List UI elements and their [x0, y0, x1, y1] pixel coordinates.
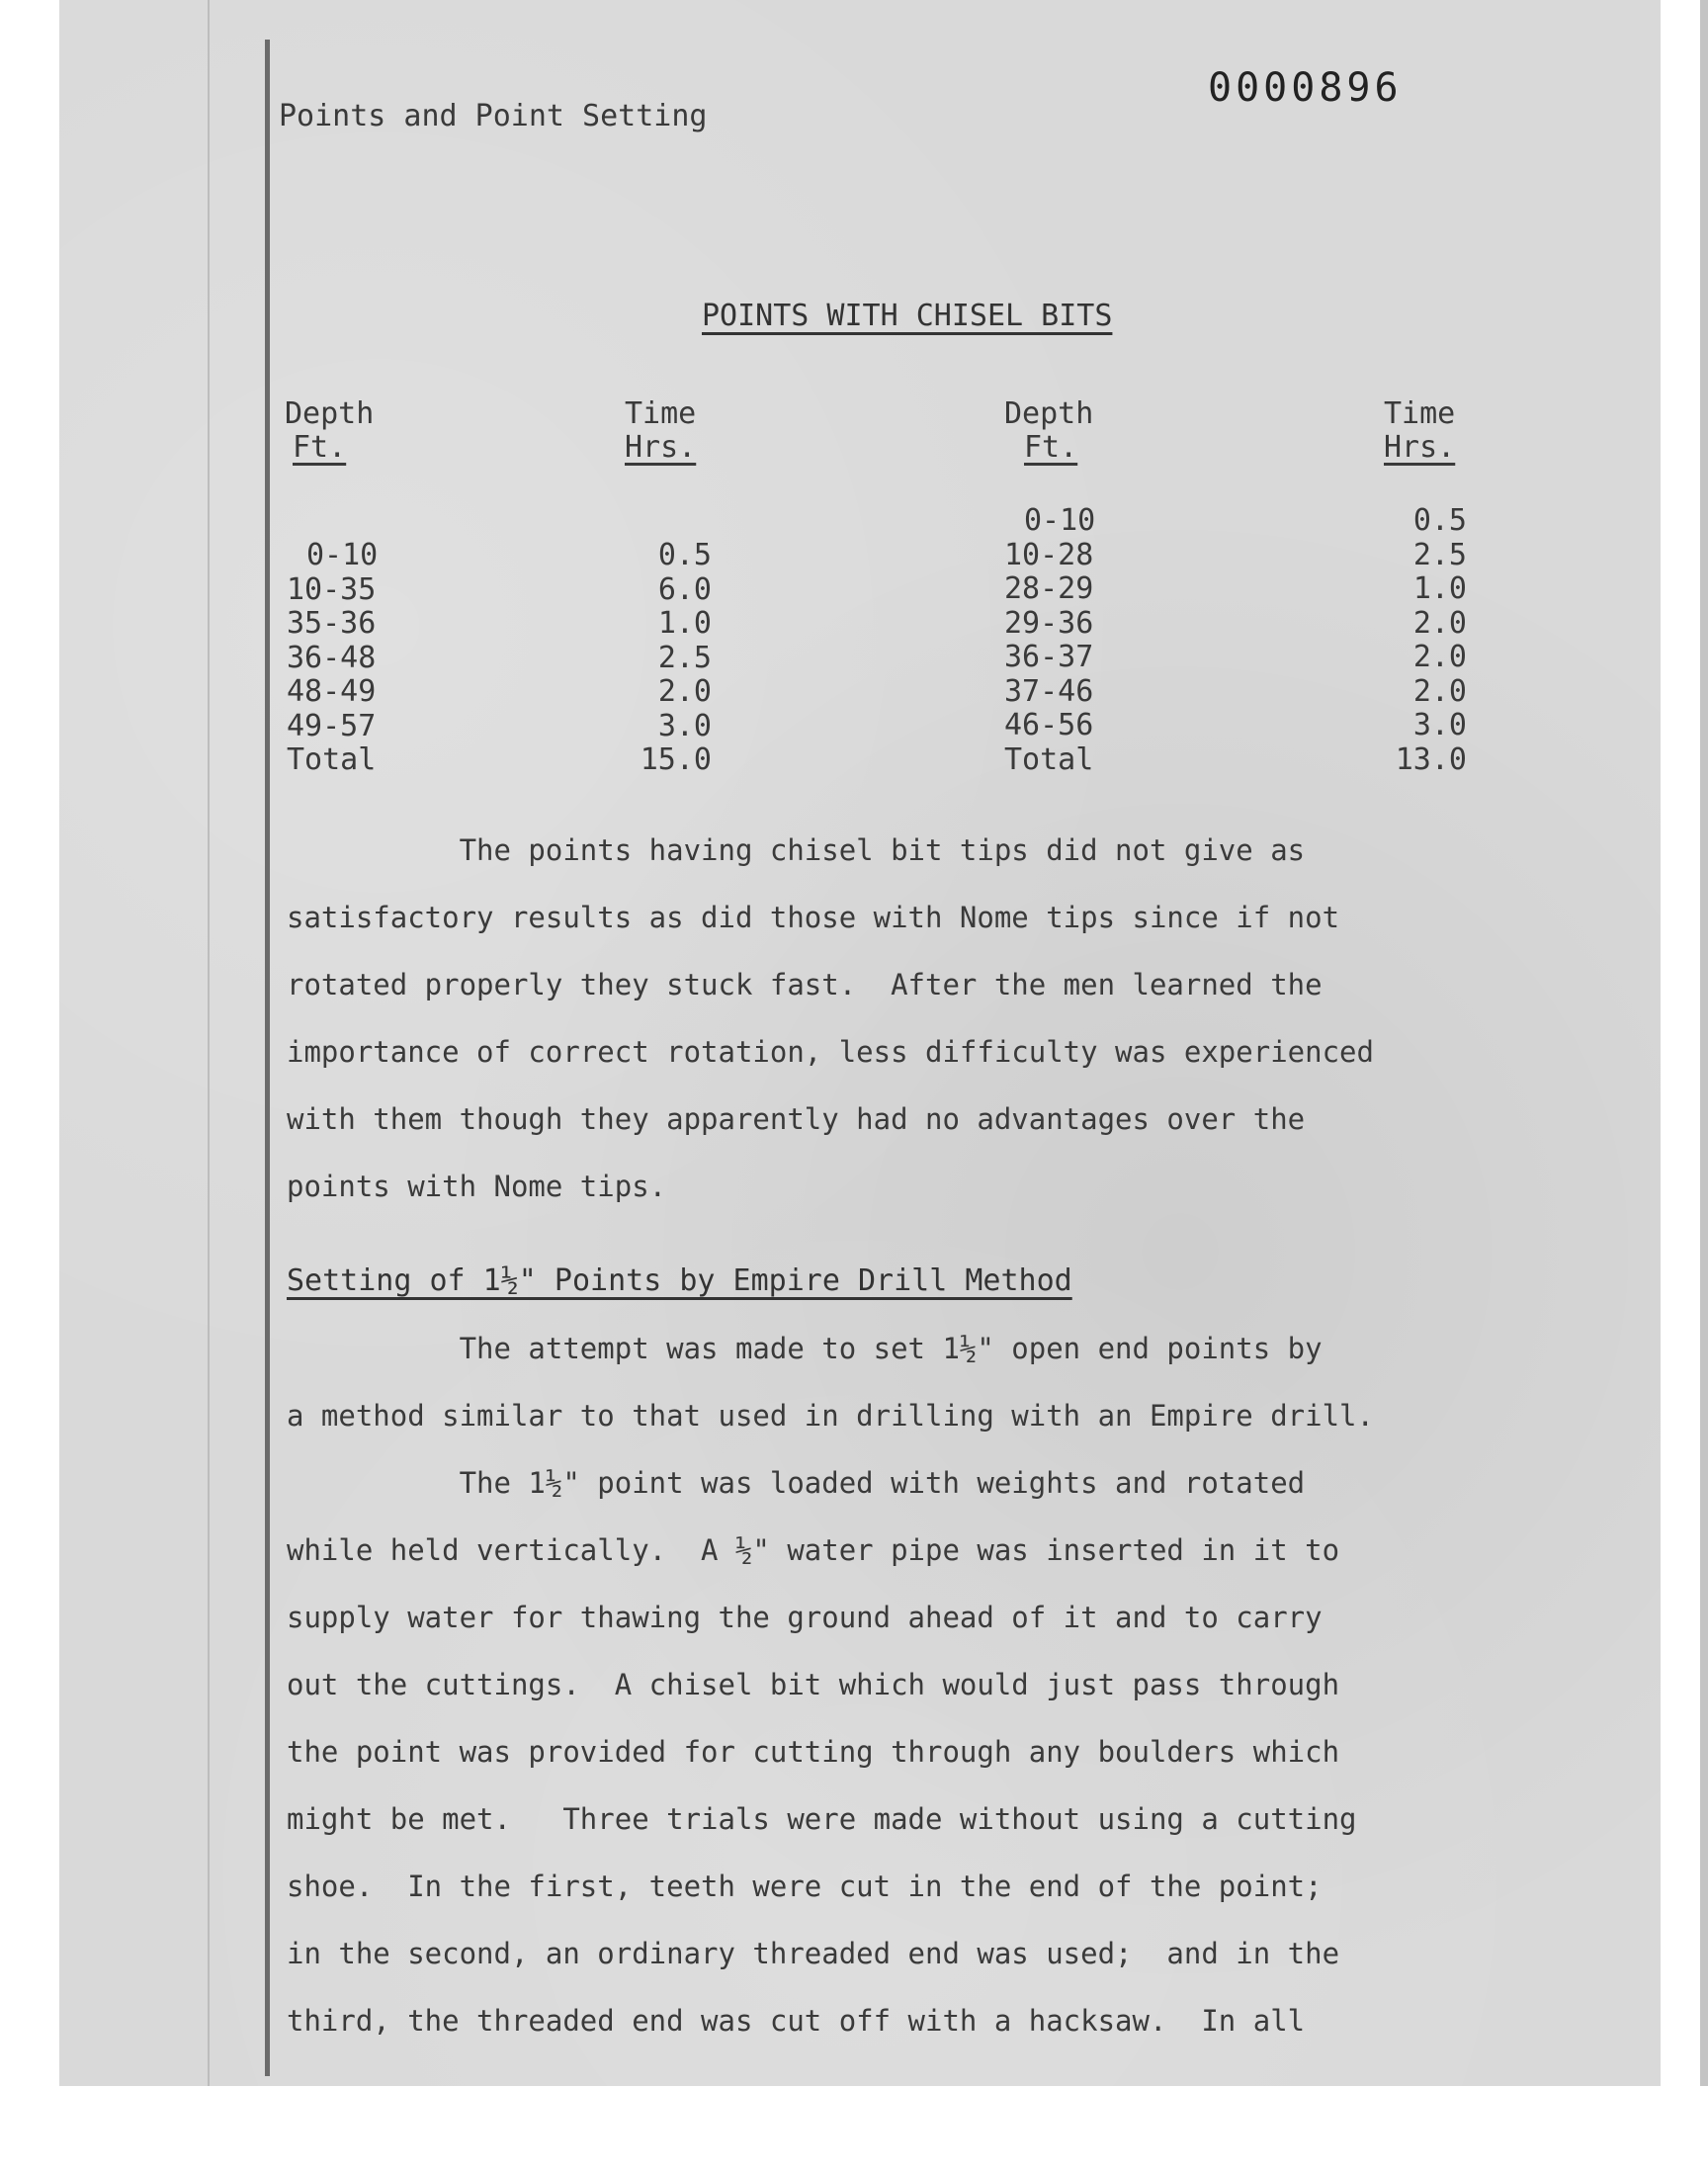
- header-unit: Hrs.: [1384, 430, 1456, 465]
- table-cell: 46-56: [1004, 708, 1094, 742]
- table-cell: 2.5: [657, 640, 712, 675]
- right-time-header: [1384, 397, 1455, 465]
- left-time-column: [593, 539, 712, 778]
- text-line: shoe. In the first, teeth were cut in the end of the point;: [287, 1870, 1323, 1903]
- table-cell: 2.5: [1412, 537, 1467, 572]
- table-cell: 0-10: [306, 538, 379, 572]
- table-cell: 29-36: [1004, 605, 1094, 641]
- header-unit: Ft.: [293, 430, 347, 465]
- text-line: the point was provided for cutting through any boulders which: [287, 1735, 1340, 1769]
- text-line: satisfactory results as did those with Nome tips since if not: [287, 901, 1340, 934]
- table-cell: 49-57: [287, 708, 377, 743]
- text-line: The points having chisel bit tips did not give as: [287, 833, 1306, 867]
- header-line: Time: [1384, 396, 1456, 431]
- header-line: Depth: [1004, 396, 1094, 431]
- text-line: while held vertically. A ½" water pipe was inserted in it to: [287, 1533, 1340, 1567]
- paragraph-point-loaded: [287, 1449, 1572, 2054]
- table-cell: 1.0: [1412, 571, 1467, 606]
- table-cell: 3.0: [1412, 708, 1467, 742]
- table-cell: 0-10: [1024, 503, 1096, 538]
- text-line: The attempt was made to set 1½" open end points by: [287, 1332, 1323, 1365]
- header-unit: Ft.: [1024, 430, 1078, 465]
- paragraph-chisel-bits: [287, 817, 1572, 1220]
- table-cell: 1.0: [657, 606, 712, 641]
- table-cell: 10-35: [287, 571, 377, 607]
- table-cell: 2.0: [657, 674, 712, 709]
- table-cell: 35-36: [287, 606, 377, 641]
- section-title: POINTS WITH CHISEL BITS: [702, 299, 1113, 333]
- left-time-header: [625, 397, 696, 465]
- table-cell: Total: [287, 742, 377, 777]
- text-line: a method similar to that used in drilling with an Empire drill.: [287, 1399, 1374, 1433]
- table-cell: 36-48: [287, 640, 377, 675]
- right-time-column: [1348, 504, 1467, 777]
- text-line: with them though they apparently had no advantages over the: [287, 1102, 1306, 1136]
- table-cell: 15.0: [640, 742, 712, 777]
- header-line: Depth: [285, 396, 375, 431]
- table-cell: 13.0: [1395, 741, 1467, 777]
- text-line: rotated properly they stuck fast. After the men learned the: [287, 968, 1323, 1001]
- text-line: supply water for thawing the ground ahead of it and to carry: [287, 1601, 1323, 1634]
- paragraph-attempt: [287, 1315, 1572, 1449]
- text-line: out the cuttings. A chisel bit which would just pass through: [287, 1668, 1340, 1701]
- subheading-empire-drill: Setting of 1½" Points by Empire Drill Method: [287, 1263, 1072, 1298]
- header-line: Time: [625, 396, 697, 431]
- right-depth-header: [1004, 397, 1093, 465]
- left-depth-column: [287, 539, 435, 778]
- text-line: points with Nome tips.: [287, 1170, 667, 1203]
- table-cell: 3.0: [657, 708, 712, 743]
- table-cell: 37-46: [1004, 673, 1094, 709]
- binding-margin-line: [265, 40, 270, 2076]
- page-header-title: Points and Point Setting: [279, 99, 708, 133]
- table-cell: 10-28: [1004, 537, 1094, 572]
- page-right-edge: [1700, 0, 1708, 2086]
- left-depth-header: [285, 397, 374, 465]
- header-unit: Hrs.: [625, 430, 697, 465]
- text-line: The 1½" point was loaded with weights and rotated: [287, 1466, 1306, 1500]
- text-line: might be met. Three trials were made without using a cutting: [287, 1802, 1357, 1836]
- text-line: importance of correct rotation, less difficulty was experienced: [287, 1035, 1374, 1069]
- table-cell: 0.5: [657, 538, 712, 572]
- table-cell: 48-49: [287, 674, 377, 709]
- right-depth-column: [1004, 504, 1162, 777]
- page-edge-shadow: [208, 0, 210, 2086]
- text-line: in the second, an ordinary threaded end was used; and in the: [287, 1937, 1340, 1970]
- table-cell: Total: [1004, 741, 1094, 777]
- table-cell: 6.0: [657, 571, 712, 607]
- text-line: third, the threaded end was cut off with a hacksaw. In all: [287, 2004, 1306, 2038]
- table-cell: 2.0: [1412, 605, 1467, 641]
- table-cell: 2.0: [1412, 673, 1467, 709]
- document-number: 0000896: [1208, 65, 1403, 111]
- table-cell: 28-29: [1004, 571, 1094, 606]
- table-cell: 36-37: [1004, 640, 1094, 674]
- table-cell: 0.5: [1412, 503, 1467, 538]
- table-cell: 2.0: [1412, 640, 1467, 674]
